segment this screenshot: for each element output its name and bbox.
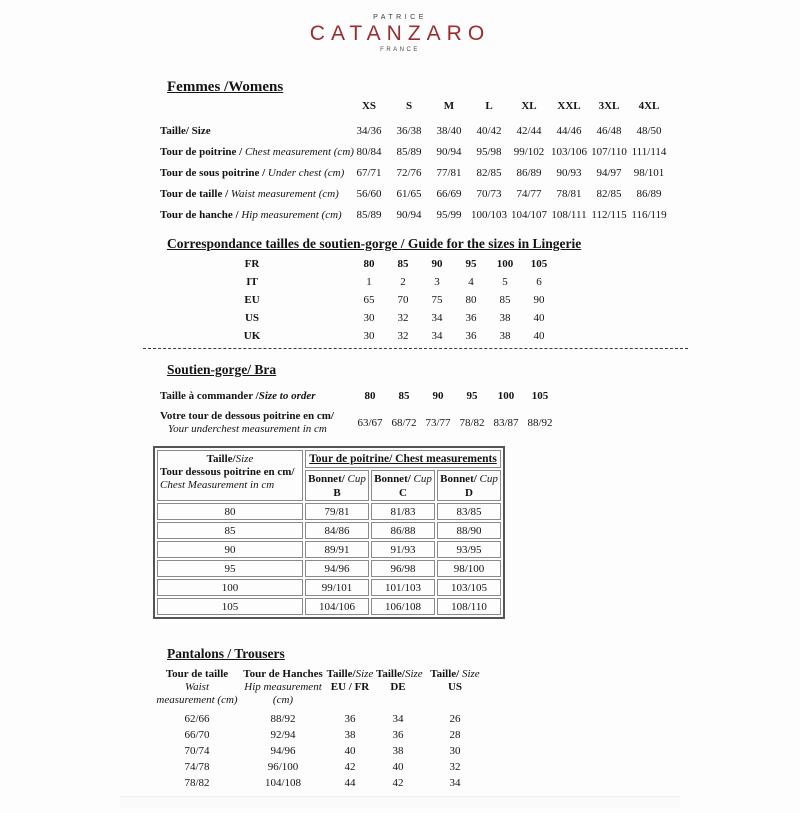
cell: 32 <box>397 330 409 342</box>
header-mix <box>324 668 376 681</box>
corner-title <box>160 452 300 466</box>
cell: 93/95 <box>437 541 501 558</box>
size-cell: 105 <box>157 598 303 615</box>
size-header-cell: XS <box>361 100 377 112</box>
cell: 66/70 <box>184 729 210 741</box>
logo-france-text: FRANCE <box>380 47 420 53</box>
row-label-en: Hip measurement (cm) <box>241 208 342 221</box>
table-row <box>152 406 557 439</box>
cell: 95/99 <box>436 208 462 221</box>
cell: 77/81 <box>436 166 462 179</box>
empty-corner-cell <box>152 98 349 120</box>
cell: 81/83 <box>371 503 435 520</box>
row-label <box>152 204 349 225</box>
cell: 62/66 <box>184 713 210 725</box>
row-label-fr: Tour de hanche / <box>160 208 242 221</box>
cell: 75 <box>431 294 443 306</box>
cell: 101/103 <box>371 579 435 596</box>
section-heading-trousers: Pantalons / Trousers <box>167 646 285 661</box>
trousers-size-table <box>152 668 490 791</box>
cup-letter: C <box>399 486 407 499</box>
corner-title-en: Size <box>235 453 254 465</box>
cell: 94/97 <box>596 166 622 179</box>
table-row <box>157 522 501 539</box>
cell: 86/89 <box>516 166 542 179</box>
cell: 98/101 <box>633 166 665 179</box>
cell: 5 <box>502 276 508 288</box>
row-label <box>152 162 349 183</box>
us-column-header <box>420 668 490 711</box>
cell: 95 <box>466 389 478 402</box>
size-chart-page <box>0 13 800 791</box>
cell: 40/42 <box>476 124 502 137</box>
section-heading-bra: Soutien-gorge/ Bra <box>167 362 277 377</box>
cell: 3 <box>434 276 440 288</box>
cell: 34 <box>392 713 404 725</box>
header-en: Size <box>461 668 480 680</box>
row-label-fr: Taille/ Size <box>160 124 211 137</box>
cell: 73/77 <box>425 416 451 429</box>
cell: 1 <box>366 276 372 288</box>
cell: 44 <box>344 777 356 789</box>
row-label-en: Size to order <box>258 389 316 402</box>
cell: 67/71 <box>356 166 382 179</box>
womens-size-header-row <box>152 98 669 120</box>
cell: 38 <box>344 729 356 741</box>
size-cell: 85 <box>157 522 303 539</box>
logo-catanzaro-text: CATANZARO <box>309 22 491 45</box>
cell: 65 <box>363 294 375 306</box>
cup-label-fr: Bonnet/ <box>308 472 345 485</box>
table-row <box>152 711 490 727</box>
page-bottom-edge <box>120 796 680 808</box>
header-sub: EU / FR <box>330 681 370 693</box>
cell: 36 <box>465 312 477 324</box>
cell: 112/115 <box>591 208 627 221</box>
header-fr: Taille/ <box>326 668 356 680</box>
header-sub: US <box>447 681 463 693</box>
cell: 38 <box>392 745 404 757</box>
cell: 68/72 <box>391 416 417 429</box>
waist-column-header <box>152 668 242 711</box>
cell: 108/111 <box>551 208 587 221</box>
cell: 104/106 <box>305 598 369 615</box>
hip-column-header <box>242 668 324 711</box>
cell: 99/101 <box>305 579 369 596</box>
size-header-cell: M <box>443 100 455 112</box>
table-row <box>157 541 501 558</box>
table-row <box>157 598 501 615</box>
cup-d-header <box>437 470 501 501</box>
row-label <box>152 406 353 439</box>
cell: 86/89 <box>636 187 662 200</box>
cell: 32 <box>397 312 409 324</box>
table-row <box>157 579 501 596</box>
cup-label-en: Cup <box>344 472 366 485</box>
row-label <box>152 120 349 141</box>
header-sub: DE <box>390 681 406 693</box>
cell: 95 <box>465 258 477 270</box>
row-label-en: Waist measurement (cm) <box>230 187 339 200</box>
cell: 96/100 <box>267 761 299 773</box>
cup-label-en: Cup <box>410 472 432 485</box>
cup-label-en: Cup <box>476 472 498 485</box>
table-row <box>152 291 556 309</box>
cell: 88/92 <box>270 713 296 725</box>
cell: 90/93 <box>556 166 582 179</box>
size-cell: 95 <box>157 560 303 577</box>
row-label <box>152 141 354 162</box>
header-mix <box>376 668 423 681</box>
country-label: FR <box>244 258 260 270</box>
size-cell: 90 <box>157 541 303 558</box>
womens-size-table <box>152 98 669 225</box>
table-row <box>152 327 556 345</box>
lingerie-correspondence-table <box>152 255 556 345</box>
chest-measurements-group-header: Tour de poitrine/ Chest measurements <box>305 450 501 468</box>
cell: 90 <box>533 294 545 306</box>
table-row <box>152 183 669 204</box>
cell: 90 <box>432 389 444 402</box>
header-fr: Tour de taille <box>165 668 229 680</box>
cell: 32 <box>449 761 461 773</box>
cell: 56/60 <box>356 187 382 200</box>
cell: 2 <box>400 276 406 288</box>
size-cell: 80 <box>157 503 303 520</box>
cell: 86/88 <box>371 522 435 539</box>
table-row <box>157 503 501 520</box>
cell: 30 <box>363 312 375 324</box>
row-label-fr: Taille à commander / <box>160 389 259 402</box>
cell: 91/93 <box>371 541 435 558</box>
table-row <box>152 727 490 743</box>
size-header-cell: XL <box>521 100 537 112</box>
header-fr: Taille/ <box>376 668 405 680</box>
cell: 63/67 <box>357 416 383 429</box>
cup-label-fr: Bonnet/ <box>440 472 477 485</box>
table-row <box>152 120 669 141</box>
row-label <box>152 183 349 204</box>
cup-measurement-table <box>153 446 505 619</box>
cell: 100 <box>497 389 515 402</box>
document-content <box>152 78 700 791</box>
size-header-cell: XXL <box>557 100 581 112</box>
eu-fr-column-header <box>324 668 376 711</box>
cell: 105 <box>531 389 549 402</box>
cup-letter: D <box>465 486 473 499</box>
cell: 40 <box>533 312 545 324</box>
size-header-cell: 3XL <box>598 100 620 112</box>
cell: 70/73 <box>476 187 502 200</box>
table-row <box>152 759 490 775</box>
cup-table-header-row-1 <box>157 450 501 468</box>
cell: 34 <box>431 312 443 324</box>
section-heading-lingerie: Correspondance tailles de soutien-gorge / Guide for the sizes in Lingerie <box>167 236 582 251</box>
cell: 83/87 <box>493 416 519 429</box>
cup-b-header <box>305 470 369 501</box>
table-row <box>152 141 669 162</box>
cell: 90/94 <box>436 145 462 158</box>
cell: 40 <box>392 761 404 773</box>
header-en: Waist <box>184 681 210 693</box>
cell: 78/81 <box>556 187 582 200</box>
cell: 94/96 <box>270 745 296 757</box>
cell: 6 <box>536 276 542 288</box>
cup-c-header <box>371 470 435 501</box>
cell: 80 <box>363 258 375 270</box>
table-row <box>152 273 556 291</box>
cell: 89/91 <box>305 541 369 558</box>
corner-line2: Tour dessous poitrine en cm/ <box>160 466 295 478</box>
cell: 82/85 <box>596 187 622 200</box>
corner-line3: Chest Measurement in cm <box>160 479 275 491</box>
table-row <box>152 162 669 183</box>
cell: 103/105 <box>437 579 501 596</box>
row-label-en: Your underchest measurement in cm <box>168 422 327 435</box>
header-en: (cm) <box>272 694 294 706</box>
row-label-fr: Tour de taille / <box>160 187 231 200</box>
cup-letter: B <box>333 486 341 499</box>
cell: 30 <box>449 745 461 757</box>
row-label-fr: Tour de sous poitrine / <box>160 166 268 179</box>
cell: 74/78 <box>184 761 210 773</box>
cell: 88/92 <box>527 416 553 429</box>
cell: 88/90 <box>437 522 501 539</box>
size-header-cell: L <box>485 100 493 112</box>
cell: 108/110 <box>437 598 501 615</box>
cell: 95/98 <box>476 145 502 158</box>
cell: 40 <box>533 330 545 342</box>
row-label <box>152 385 353 406</box>
table-row <box>157 560 501 577</box>
row-label-fr: Votre tour de dessous poitrine en cm/ <box>160 409 334 422</box>
cell: 96/98 <box>371 560 435 577</box>
cell: 106/108 <box>371 598 435 615</box>
cell: 85 <box>398 389 410 402</box>
cell: 78/82 <box>184 777 210 789</box>
cell: 80 <box>364 389 376 402</box>
cell: 104/107 <box>510 208 548 221</box>
cell: 100 <box>496 258 514 270</box>
size-cell: 100 <box>157 579 303 596</box>
table-row <box>152 255 556 273</box>
row-label-en: Chest measurement (cm) <box>244 145 354 158</box>
cell: 103/106 <box>550 145 588 158</box>
cell: 116/119 <box>631 208 667 221</box>
row-label-en: Under chest (cm) <box>267 166 345 179</box>
cell: 85 <box>397 258 409 270</box>
cell: 104/108 <box>264 777 302 789</box>
cell: 46/48 <box>596 124 622 137</box>
cell: 70 <box>397 294 409 306</box>
cell: 107/110 <box>591 145 627 158</box>
cell: 84/86 <box>305 522 369 539</box>
cell: 36 <box>392 729 404 741</box>
country-label: UK <box>243 330 261 342</box>
cell: 78/82 <box>459 416 485 429</box>
cell: 36 <box>344 713 356 725</box>
header-en: Hip measurement <box>244 681 322 693</box>
table-row <box>152 743 490 759</box>
cell: 34 <box>449 777 461 789</box>
cell: 79/81 <box>305 503 369 520</box>
cell: 30 <box>363 330 375 342</box>
cell: 90 <box>431 258 443 270</box>
cell: 66/69 <box>436 187 462 200</box>
logo-patrice-text: PATRICE <box>373 14 427 21</box>
header-mix <box>420 668 490 681</box>
cell: 48/50 <box>636 124 662 137</box>
country-label: US <box>244 312 260 324</box>
table-row <box>152 204 669 225</box>
header-en: measurement (cm) <box>156 694 238 706</box>
cell: 99/102 <box>513 145 545 158</box>
cell: 28 <box>449 729 461 741</box>
dashed-divider <box>143 348 688 349</box>
cell: 74/77 <box>516 187 542 200</box>
cell: 36 <box>465 330 477 342</box>
cell: 44/46 <box>556 124 582 137</box>
cell: 80 <box>465 294 477 306</box>
size-header-cell: 4XL <box>638 100 660 112</box>
cell: 100/103 <box>470 208 508 221</box>
cell: 82/85 <box>476 166 502 179</box>
cell: 111/114 <box>631 145 667 158</box>
cell: 38 <box>499 312 511 324</box>
corner-title-fr: Taille/ <box>206 453 236 465</box>
cup-label-fr: Bonnet/ <box>374 472 411 485</box>
header-fr: Taille/ <box>430 668 462 680</box>
cell: 42 <box>392 777 404 789</box>
cell: 40 <box>344 745 356 757</box>
cell: 90/94 <box>396 208 422 221</box>
cell: 94/96 <box>305 560 369 577</box>
bra-size-table <box>152 385 557 439</box>
row-label-fr: Tour de poitrine / <box>160 145 245 158</box>
country-label: EU <box>244 294 260 306</box>
cell: 38 <box>499 330 511 342</box>
header-en: Size <box>404 668 423 680</box>
cell: 83/85 <box>437 503 501 520</box>
cell: 98/100 <box>437 560 501 577</box>
header-en: Size <box>355 668 374 680</box>
cell: 4 <box>468 276 474 288</box>
table-row <box>152 385 557 406</box>
country-label: IT <box>246 276 258 288</box>
cell: 34 <box>431 330 443 342</box>
trousers-header-row <box>152 668 490 711</box>
cell: 42 <box>344 761 356 773</box>
table-row <box>152 775 490 791</box>
cell: 85/89 <box>396 145 422 158</box>
cell: 92/94 <box>270 729 296 741</box>
cell: 85/89 <box>356 208 382 221</box>
cell: 80/84 <box>356 145 382 158</box>
cell: 36/38 <box>396 124 422 137</box>
corner-header-cell <box>157 450 303 501</box>
cell: 105 <box>530 258 548 270</box>
brand-logo <box>0 13 800 54</box>
cell: 42/44 <box>516 124 542 137</box>
de-column-header <box>376 668 423 711</box>
cell: 70/74 <box>184 745 210 757</box>
section-heading-womens: Femmes /Womens <box>167 79 284 95</box>
cell: 61/65 <box>396 187 422 200</box>
size-header-cell: S <box>405 100 413 112</box>
cell: 34/36 <box>356 124 382 137</box>
cell: 38/40 <box>436 124 462 137</box>
cell: 26 <box>449 713 461 725</box>
header-fr: Tour de Hanches <box>243 668 323 680</box>
cell: 85 <box>499 294 511 306</box>
cell: 72/76 <box>396 166 422 179</box>
table-row <box>152 309 556 327</box>
